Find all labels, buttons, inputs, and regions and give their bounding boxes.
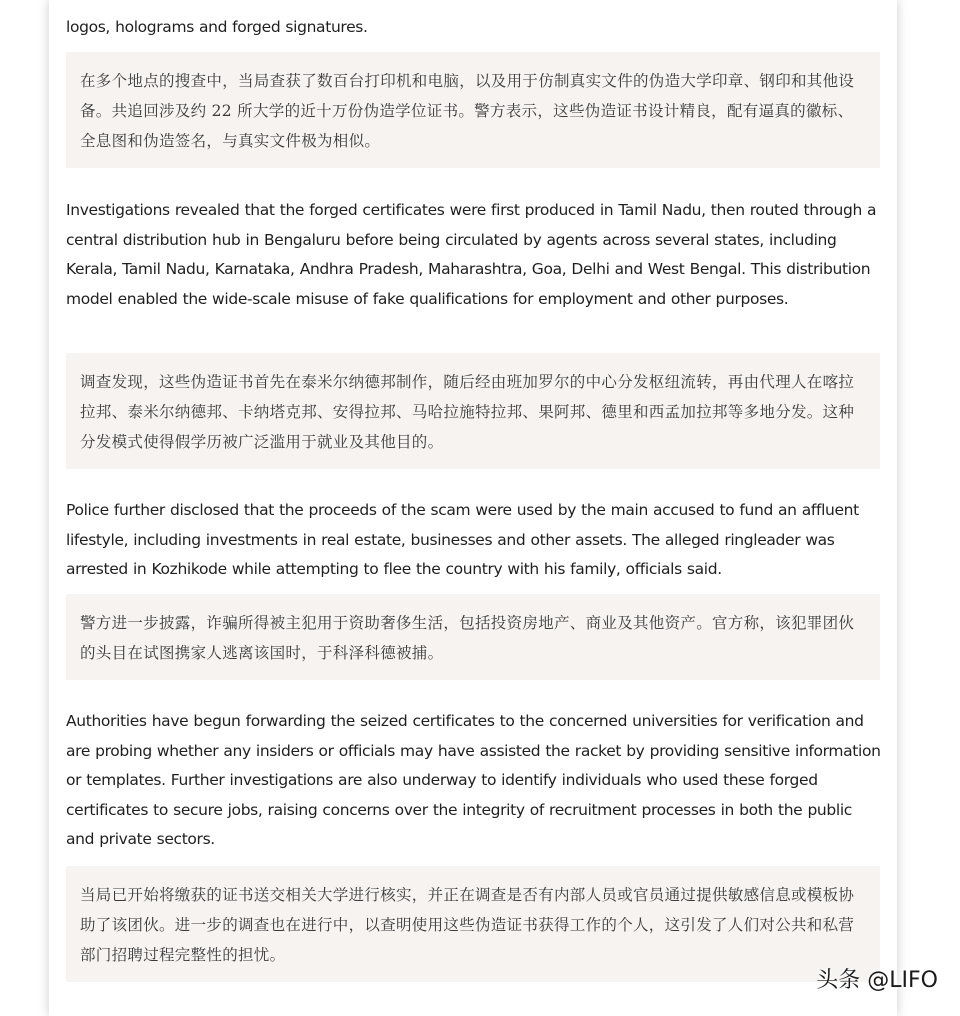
paragraph-en-3: Authorities have begun forwarding the seized certificates to the concerned universities for verification and are probing whether any insiders or officials may have assisted the racket by providing sensitive information or templates. Further investigations are also underway to identify individuals who used these forged certificates to secure jobs, raising concerns over the integrity of recruitment processes in both the public and private sectors. xyxy=(66,712,881,849)
paragraph-en-0: logos, holograms and forged signatures. xyxy=(66,18,368,36)
watermark-label: 头条 @LIFO xyxy=(816,968,938,993)
translation-box-zh-1: 调查发现，这些伪造证书首先在泰米尔纳德邦制作，随后经由班加罗尔的中心分发枢纽流转，再由代理人在喀拉拉邦、泰米尔纳德邦、卡纳塔克邦、安得拉邦、马哈拉施特拉邦、果阿邦、德里和西孟加拉邦等多地分发。这种分发模式使得假学历被广泛滥用于就业及其他目的。 xyxy=(66,353,880,469)
paragraph-en-1: Investigations revealed that the forged certificates were first produced in Tamil Nadu, then routed through a central distribution hub in Bengaluru before being circulated by agents across several states, including Kerala, Tamil Nadu, Karnataka, Andhra Pradesh, Maharashtra, Goa, Delhi and West Bengal. This distribution model enabled the wide-scale misuse of fake qualifications for employment and other purposes. xyxy=(66,201,877,308)
translation-box-zh-2: 警方进一步披露，诈骗所得被主犯用于资助奢侈生活，包括投资房地产、商业及其他资产。官方称，该犯罪团伙的头目在试图携家人逃离该国时，于科泽科德被捕。 xyxy=(66,594,880,680)
translation-box-zh-3: 当局已开始将缴获的证书送交相关大学进行核实，并正在调查是否有内部人员或官员通过提供敏感信息或模板协助了该团伙。进一步的调查也在进行中，以查明使用这些伪造证书获得工作的个人，这引发了人们对公共和私营部门招聘过程完整性的担忧。 xyxy=(66,866,880,982)
translation-box-zh-0: 在多个地点的搜查中，当局查获了数百台打印机和电脑，以及用于仿制真实文件的伪造大学印章、钢印和其他设备。共追回涉及约 22 所大学的近十万份伪造学位证书。警方表示，这些伪造证书设计精良，配有逼真的徽标、全息图和伪造签名，与真实文件极为相似。 xyxy=(66,52,880,168)
paragraph-en-2: Police further disclosed that the proceeds of the scam were used by the main accused to fund an affluent lifestyle, including investments in real estate, businesses and other assets. The alleged ringleader was arrested in Kozhikode while attempting to flee the country with his family, officials said. xyxy=(66,501,859,579)
article-column xyxy=(49,0,897,1016)
